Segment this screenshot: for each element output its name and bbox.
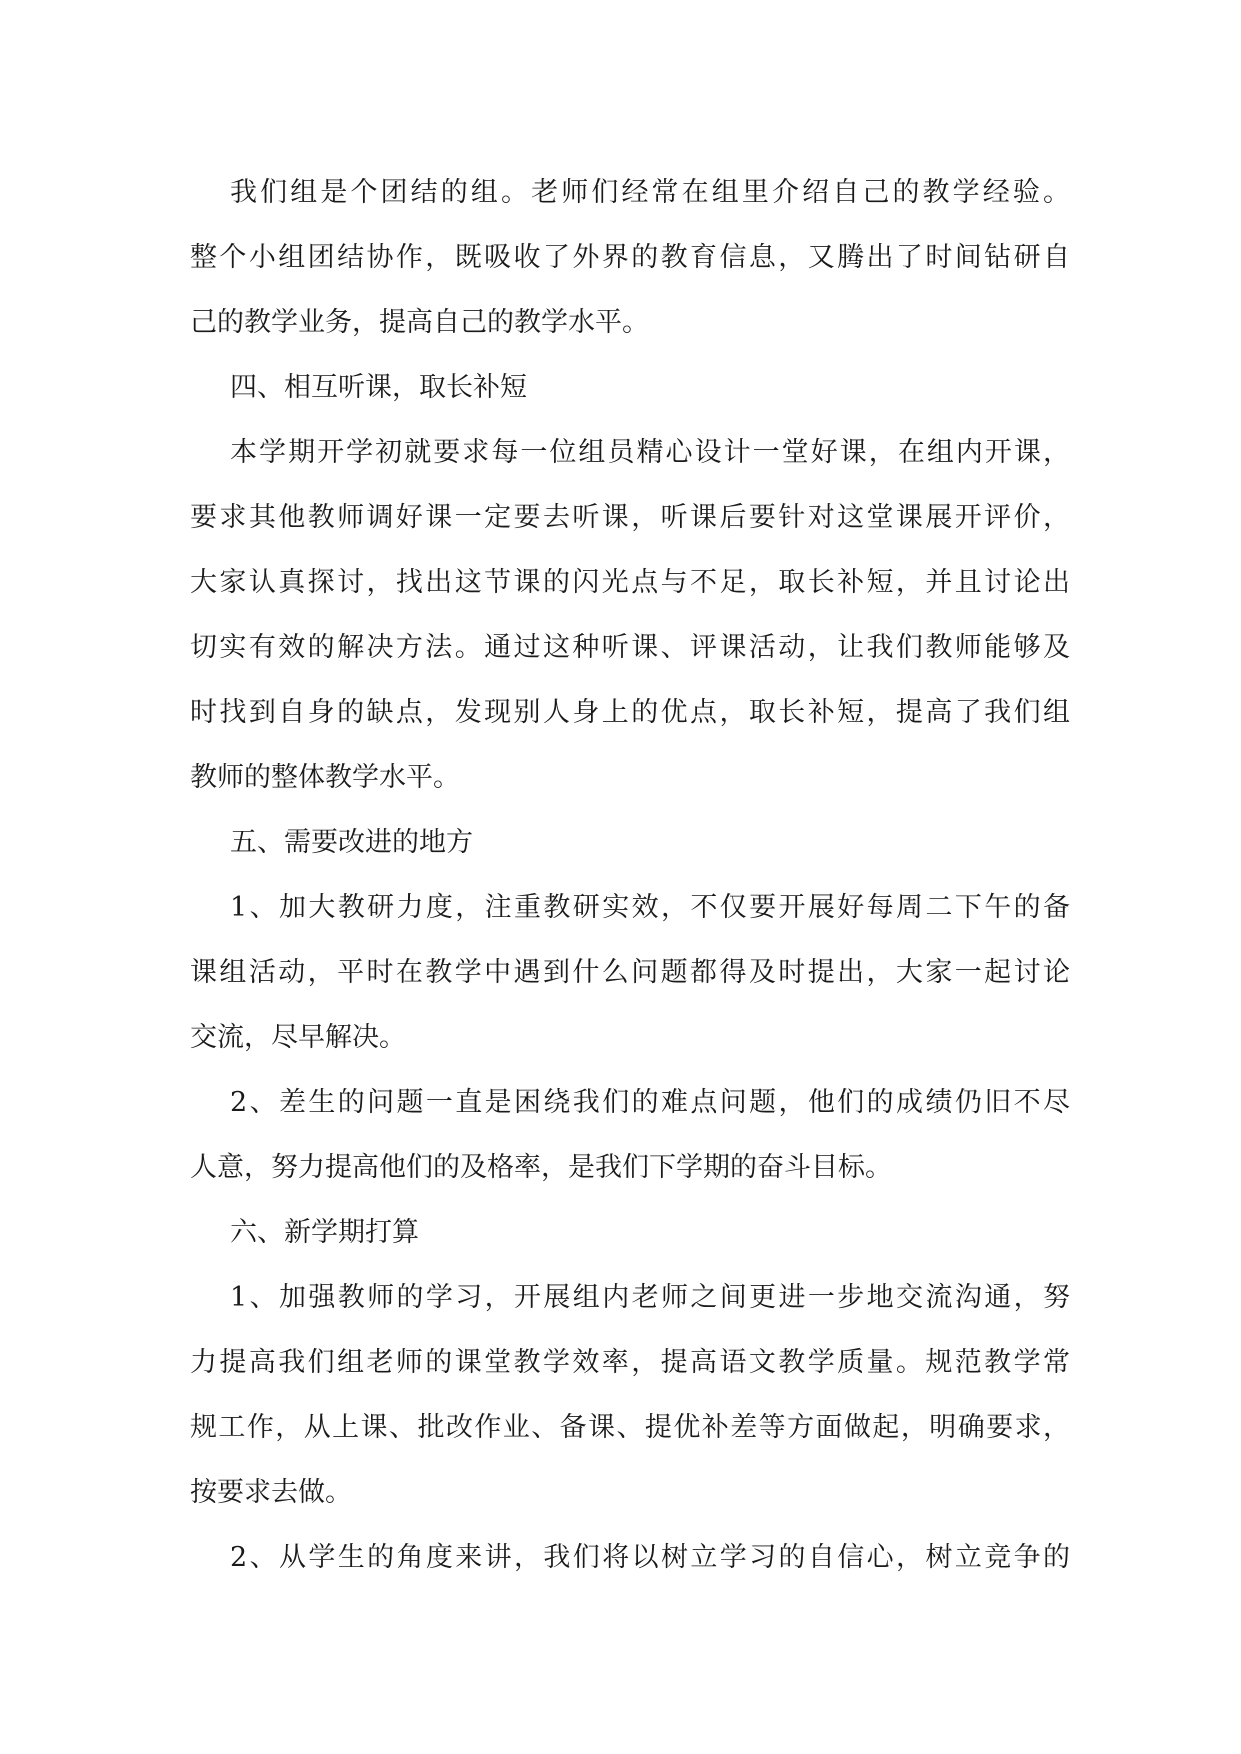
document-body <box>190 160 1070 1590</box>
paragraph-line: 己的教学业务，提高自己的教学水平。 <box>190 307 649 338</box>
paragraph-line: 本学期开学初就要求每一位组员精心设计一堂好课，在组内开课， <box>230 437 1070 468</box>
paragraph-line: 大家认真探讨，找出这节课的闪光点与不足，取长补短，并且讨论出 <box>190 567 1070 598</box>
paragraph-line: 教师的整体教学水平。 <box>190 762 460 793</box>
paragraph-line: 规工作，从上课、批改作业、备课、提优补差等方面做起，明确要求， <box>190 1412 1070 1443</box>
paragraph-line: 按要求去做。 <box>190 1477 352 1508</box>
paragraph-line: 要求其他教师调好课一定要去听课，听课后要针对这堂课展开评价， <box>190 502 1070 533</box>
section-heading: 五、需要改进的地方 <box>230 827 473 858</box>
paragraph-line: 整个小组团结协作，既吸收了外界的教育信息，又腾出了时间钻研自 <box>190 242 1070 273</box>
paragraph-line: 2、差生的问题一直是困绕我们的难点问题，他们的成绩仍旧不尽 <box>230 1087 1070 1118</box>
paragraph-line: 切实有效的解决方法。通过这种听课、评课活动，让我们教师能够及 <box>190 632 1070 663</box>
paragraph-line: 时找到自身的缺点，发现别人身上的优点，取长补短，提高了我们组 <box>190 697 1070 728</box>
paragraph-line: 1、加大教研力度，注重教研实效，不仅要开展好每周二下午的备 <box>230 892 1070 923</box>
section-heading: 四、相互听课，取长补短 <box>230 372 527 403</box>
paragraph-line: 人意，努力提高他们的及格率，是我们下学期的奋斗目标。 <box>190 1152 892 1183</box>
paragraph-line: 2、从学生的角度来讲，我们将以树立学习的自信心，树立竞争的 <box>230 1542 1070 1573</box>
paragraph-line: 力提高我们组老师的课堂教学效率，提高语文教学质量。规范教学常 <box>190 1347 1070 1378</box>
paragraph-line: 交流，尽早解决。 <box>190 1022 406 1053</box>
paragraph-line: 我们组是个团结的组。老师们经常在组里介绍自己的教学经验。 <box>230 177 1070 208</box>
section-heading: 六、新学期打算 <box>230 1217 419 1248</box>
paragraph-line: 1、加强教师的学习，开展组内老师之间更进一步地交流沟通，努 <box>230 1282 1070 1313</box>
paragraph-line: 课组活动，平时在教学中遇到什么问题都得及时提出，大家一起讨论 <box>190 957 1070 988</box>
